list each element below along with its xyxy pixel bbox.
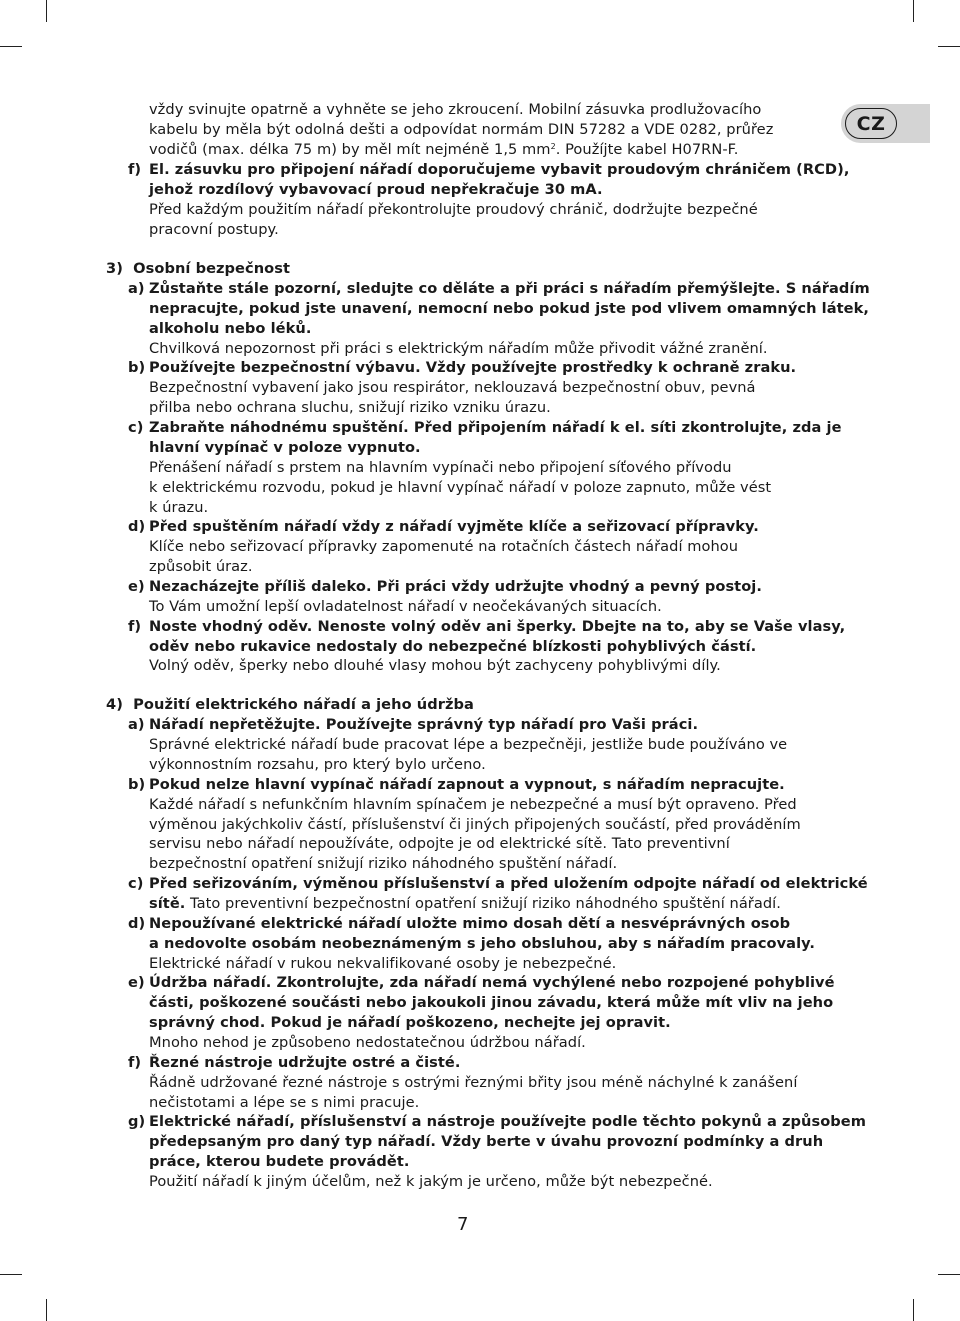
crop-mark-top-left-h <box>0 46 22 47</box>
crop-mark-top-right-h <box>938 46 960 47</box>
text-line: správný chod. Pokud je nářadí poškozeno, nechejte jej opravit. <box>149 1014 671 1031</box>
text-span: vodičů (max. délka 75 m) by měl mít nejméně 1,5 mm <box>149 141 551 158</box>
list-marker: f) <box>128 1054 142 1071</box>
text-line: To Vám umožní lepší ovladatelnost nářadí v neočekávaných situacích. <box>149 598 662 615</box>
text-line: bezpečnostní opatření snižují riziko náhodného spuštění nářadí. <box>149 855 618 872</box>
text-line: oděv nebo rukavice nedostaly do nebezpečné blízkosti pohyblivých částí. <box>149 638 757 655</box>
crop-mark-bottom-right <box>913 1299 914 1321</box>
text-line: Elektrické nářadí, příslušenství a nástroje používejte podle těchto pokynů a způsobem <box>149 1113 866 1130</box>
text-line <box>149 140 738 160</box>
text-line: Nezacházejte příliš daleko. Při práci vždy udržujte vhodný a pevný postoj. <box>149 578 762 595</box>
page-number: 7 <box>457 1214 469 1235</box>
text-line: Chvilková nepozornost při práci s elektrickým nářadím může přivodit vážné zranění. <box>149 340 768 357</box>
text-line: Před každým použitím nářadí překontrolujte proudový chránič, dodržujte bezpečné <box>149 201 758 218</box>
list-marker: g) <box>128 1113 146 1130</box>
section-heading: 4) Použití elektrického nářadí a jeho údržba <box>106 696 474 713</box>
text-line: kabelu by měla být odolná dešti a odpovídat normám DIN 57282 a VDE 0282, průřez <box>149 121 774 138</box>
text-line: práce, kterou budete provádět. <box>149 1153 410 1170</box>
text-line: Správné elektrické nářadí bude pracovat lépe a bezpečněji, jestliže bude používáno ve <box>149 736 788 753</box>
list-marker: d) <box>128 915 146 932</box>
text-line: servisu nebo nářadí nepoužíváte, odpojte je od elektrické sítě. Tato preventivní <box>149 835 730 852</box>
text-line: alkoholu nebo léků. <box>149 320 312 337</box>
text-line: Každé nářadí s nefunkčním hlavním spínačem je nebezpečné a musí být opraveno. Před <box>149 796 797 813</box>
text-line: výměnou jakýchkoliv částí, příslušenství či jiných připojených součástí, před prováděním <box>149 816 801 833</box>
text-line: Nářadí nepřetěžujte. Používejte správný typ nářadí pro Vaši práci. <box>149 716 699 733</box>
text-line: Řádně udržované řezné nástroje s ostrými řeznými břity jsou méně náchylné k zanášení <box>149 1074 798 1091</box>
list-marker: e) <box>128 578 145 595</box>
text-line: a nedovolte osobám neobeznámeným s jeho obsluhou, aby s nářadím pracovaly. <box>149 935 815 952</box>
text-line: způsobit úraz. <box>149 558 253 575</box>
text-line: Údržba nářadí. Zkontrolujte, zda nářadí nemá vychýlené nebo rozpojené pohyblivé <box>149 974 835 991</box>
text-line: Použití nářadí k jiným účelům, než k jakým je určeno, může být nebezpečné. <box>149 1173 713 1190</box>
list-marker: c) <box>128 875 144 892</box>
text-line: Používejte bezpečnostní výbavu. Vždy používejte prostředky k ochraně zraku. <box>149 359 797 376</box>
text-line: Řezné nástroje udržujte ostré a čisté. <box>149 1054 461 1071</box>
list-marker: a) <box>128 716 145 733</box>
text-line: Mnoho nehod je způsobeno nedostatečnou údržbou nářadí. <box>149 1034 586 1051</box>
language-tab <box>841 104 930 143</box>
text-line: Před seřizováním, výměnou příslušenství a před uložením odpojte nářadí od elektrické <box>149 875 868 892</box>
list-marker: b) <box>128 776 146 793</box>
text-line: Nepoužívané elektrické nářadí uložte mimo dosah dětí a nesvéprávných osob <box>149 915 791 932</box>
text-line: Bezpečnostní vybavení jako jsou respirátor, neklouzavá bezpečnostní obuv, pevná <box>149 379 756 396</box>
list-marker: c) <box>128 419 144 436</box>
text-line: části, poškozené součásti nebo jakoukoli jinou závadu, která může mít vliv na jeho <box>149 994 834 1011</box>
text-span: sítě. <box>149 895 186 912</box>
text-line: Noste vhodný oděv. Nenoste volný oděv ani šperky. Dbejte na to, aby se Vaše vlasy, <box>149 618 846 635</box>
text-line: Přenášení nářadí s prstem na hlavním vypínači nebo připojení síťového přívodu <box>149 459 732 476</box>
crop-mark-top-left <box>46 0 47 22</box>
text-line: El. zásuvku pro připojení nářadí doporučujeme vybavit proudovým chráničem (RCD), <box>149 161 850 178</box>
crop-mark-bottom-right-h <box>938 1274 960 1275</box>
crop-mark-top-right <box>913 0 914 22</box>
language-badge: CZ <box>845 108 897 139</box>
text-line: pracovní postupy. <box>149 221 279 238</box>
text-line: Zabraňte náhodnému spuštění. Před připojením nářadí k el. síti zkontrolujte, zda je <box>149 419 842 436</box>
text-line: vždy svinujte opatrně a vyhněte se jeho zkroucení. Mobilní zásuvka prodlužovacího <box>149 101 762 118</box>
section-heading: 3) Osobní bezpečnost <box>106 260 290 277</box>
list-marker: b) <box>128 359 146 376</box>
text-line: nečistotami a lépe se s nimi pracuje. <box>149 1094 420 1111</box>
text-line: hlavní vypínač v poloze vypnuto. <box>149 439 421 456</box>
text-line: Klíče nebo seřizovací přípravky zapomenuté na rotačních částech nářadí mohou <box>149 538 739 555</box>
text-line: přilba nebo ochrana sluchu, snižují riziko vzniku úrazu. <box>149 399 551 416</box>
text-line: Před spuštěním nářadí vždy z nářadí vyjměte klíče a seřizovací přípravky. <box>149 518 759 535</box>
text-line <box>149 894 781 914</box>
text-line: k úrazu. <box>149 499 209 516</box>
text-line: nepracujte, pokud jste unavení, nemocní nebo pokud jste pod vlivem omamných látek, <box>149 300 869 317</box>
list-marker: f) <box>128 618 142 635</box>
list-marker: d) <box>128 518 146 535</box>
superscript: 2 <box>550 142 556 151</box>
list-marker: e) <box>128 974 145 991</box>
crop-mark-bottom-left-h <box>0 1274 22 1275</box>
text-line: Elektrické nářadí v rukou nekvalifikované osoby je nebezpečné. <box>149 955 617 972</box>
crop-mark-bottom-left <box>46 1299 47 1321</box>
list-marker: f) <box>128 161 142 178</box>
text-line: Pokud nelze hlavní vypínač nářadí zapnout a vypnout, s nářadím nepracujte. <box>149 776 785 793</box>
text-line: jehož rozdílový vybavovací proud nepřekračuje 30 mA. <box>149 181 603 198</box>
list-marker: a) <box>128 280 145 297</box>
text-span: . Použíjte kabel H07RN-F. <box>555 141 739 158</box>
text-line: k elektrickému rozvodu, pokud je hlavní vypínač nářadí v poloze zapnuto, může vést <box>149 479 772 496</box>
text-line: předepsaným pro daný typ nářadí. Vždy berte v úvahu provozní podmínky a druh <box>149 1133 824 1150</box>
text-line: výkonnostním rozsahu, pro který bylo určeno. <box>149 756 486 773</box>
text-line: Volný oděv, šperky nebo dlouhé vlasy mohou být zachyceny pohyblivými díly. <box>149 657 721 674</box>
text-line: Zůstaňte stále pozorní, sledujte co děláte a při práci s nářadím přemýšlejte. S nářadím <box>149 280 870 297</box>
text-span: Tato preventivní bezpečnostní opatření snižují riziko náhodného spuštění nářadí. <box>185 895 781 912</box>
